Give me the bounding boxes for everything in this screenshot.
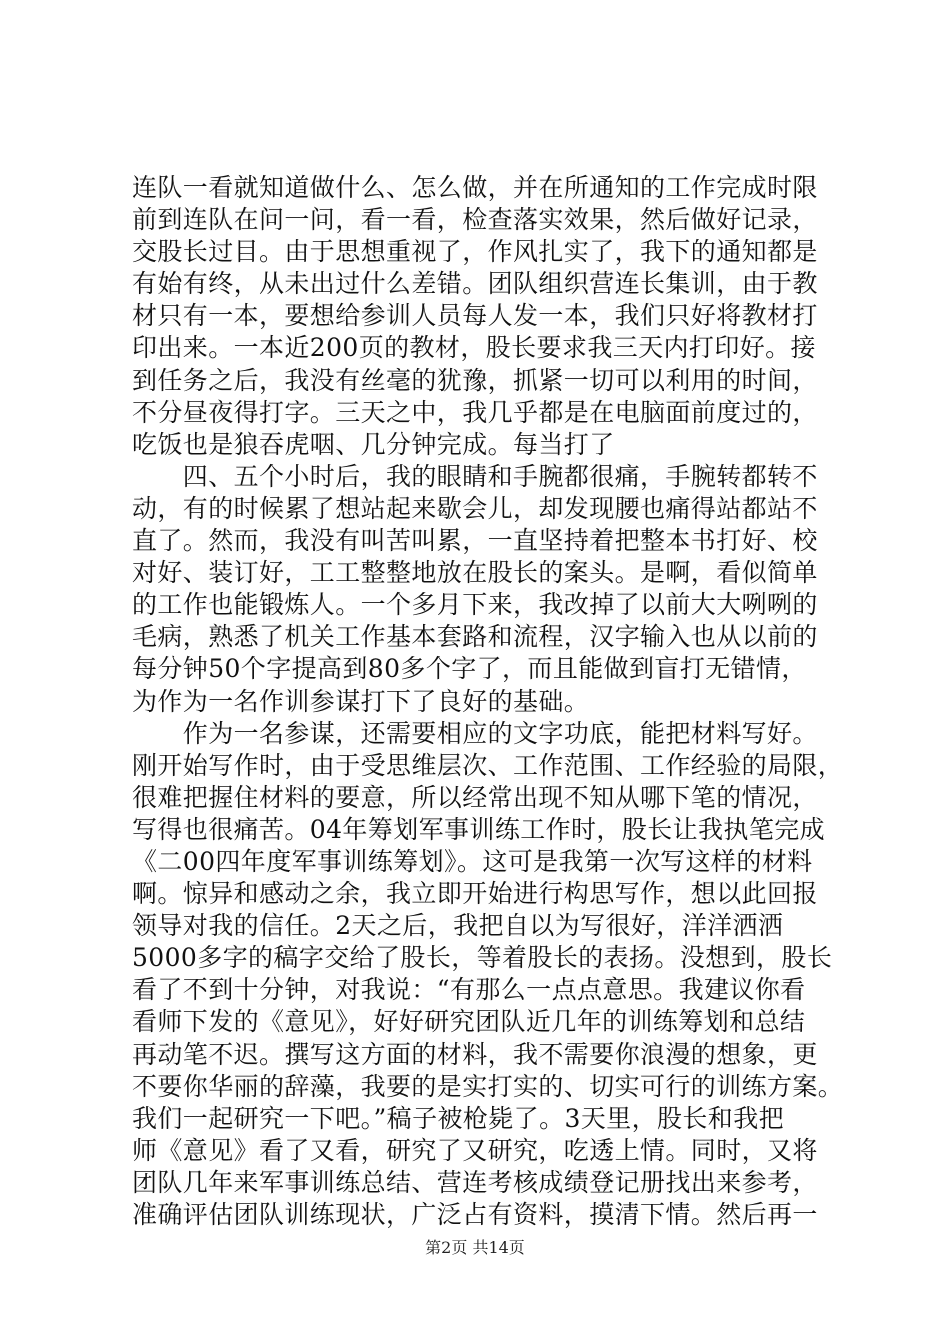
text-line: 很难把握住材料的要意，所以经常出现不知从哪下笔的情况，: [132, 782, 818, 812]
text-line: 有始有终，从未出过什么差错。团队组织营连长集训，由于教: [132, 269, 818, 299]
text-line: 啊。惊异和感动之余，我立即开始进行构思写作，想以此回报: [132, 879, 818, 909]
text-line: 对好、装订好，工工整整地放在股长的案头。是啊，看似简单: [132, 558, 818, 588]
text-line: 师《意见》看了又看，研究了又研究，吃透上情。同时，又将: [132, 1135, 818, 1165]
text-line: 材只有一本，要想给参训人员每人发一本，我们只好将教材打: [132, 301, 818, 331]
text-line: 吃饭也是狼吞虎咽、几分钟完成。每当打了: [132, 429, 615, 459]
text-line: 不要你华丽的辞藻，我要的是实打实的、切实可行的训练方案。: [132, 1071, 844, 1101]
text-line: 看师下发的《意见》，好好研究团队近几年的训练筹划和总结: [132, 1007, 806, 1037]
text-line: 前到连队在问一问，看一看，检查落实效果，然后做好记录，: [132, 205, 818, 235]
text-line: 四、五个小时后，我的眼睛和手腕都很痛，手腕转都转不: [132, 461, 818, 491]
text-line: 写得也很痛苦。04年筹划军事训练工作时，股长让我执笔完成: [132, 814, 826, 844]
text-line: 连队一看就知道做什么、怎么做，并在所通知的工作完成时限: [132, 173, 818, 202]
text-line: 再动笔不迟。撰写这方面的材料，我不需要你浪漫的想象，更: [132, 1039, 818, 1069]
text-line: 刚开始写作时，由于受思维层次、工作范围、工作经验的局限，: [132, 750, 844, 780]
text-line: 的工作也能锻炼人。一个多月下来，我改掉了以前大大咧咧的: [132, 590, 818, 620]
text-line: 准确评估团队训练现状，广泛占有资料，摸清下情。然后再一: [132, 1200, 818, 1229]
text-line: 交股长过目。由于思想重视了，作风扎实了，我下的通知都是: [132, 237, 818, 267]
body-text: [132, 172, 844, 1231]
text-line: 印出来。一本近200页的教材，股长要求我三天内打印好。接: [132, 333, 816, 363]
text-line: 直了。然而，我没有叫苦叫累，一直坚持着把整本书打好、校: [132, 526, 818, 556]
text-line: 5000多字的稿字交给了股长，等着股长的表扬。没想到，股长: [132, 943, 833, 973]
text-line: 到任务之后，我没有丝毫的犹豫，抓紧一切可以利用的时间，: [132, 365, 818, 395]
text-line: 不分昼夜得打字。三天之中，我几乎都是在电脑面前度过的，: [132, 397, 818, 427]
text-line: 团队几年来军事训练总结、营连考核成绩登记册找出来参考，: [132, 1167, 818, 1197]
text-line: 动，有的时候累了想站起来歇会儿，却发现腰也痛得站都站不: [132, 493, 818, 523]
page-number-footer: 第2页 共14页: [425, 1238, 525, 1257]
text-line: 为作为一名作训参谋打下了良好的基础。: [132, 686, 590, 716]
text-line: 作为一名参谋，还需要相应的文字功底，能把材料写好。: [132, 718, 818, 748]
text-line: 看了不到十分钟，对我说：“有那么一点点意思。我建议你看: [132, 975, 806, 1005]
text-line: 每分钟50个字提高到80多个字了，而且能做到盲打无错情，: [132, 654, 807, 684]
text-line: 《二00四年度军事训练筹划》。这可是我第一次写这样的材料: [132, 846, 813, 876]
text-line: 我们一起研究一下吧。”稿子被枪毙了。3天里，股长和我把: [132, 1103, 784, 1133]
text-line: 领导对我的信任。2天之后，我把自以为写很好，洋洋洒洒: [132, 911, 784, 941]
text-line: 毛病，熟悉了机关工作基本套路和流程，汉字输入也从以前的: [132, 622, 818, 652]
